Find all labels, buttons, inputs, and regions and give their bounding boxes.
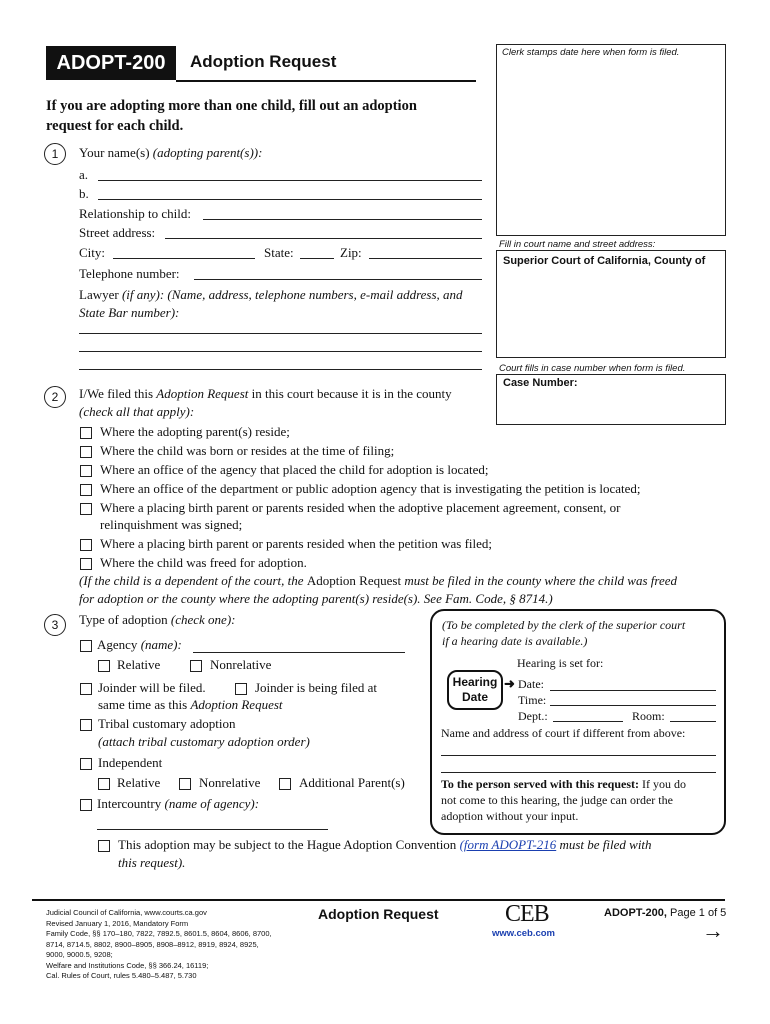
lawyer-field-1[interactable] — [79, 333, 482, 334]
hearing-date-field[interactable] — [550, 690, 716, 691]
relative-label-2: Relative — [117, 775, 161, 790]
tribal-note: (attach tribal customary adoption order) — [98, 734, 310, 749]
lawyer-field-3[interactable] — [79, 369, 482, 370]
section-1-title: Your name(s) (adopting parent(s)): — [79, 145, 263, 160]
section-3-title: Type of adoption (check one): — [79, 612, 236, 627]
form-title: Adoption Request — [190, 52, 337, 71]
agency-nonrelative-checkbox[interactable] — [190, 660, 202, 672]
tribal-label: Tribal customary adoption — [98, 716, 236, 731]
court-note: Fill in court name and street address: — [499, 239, 656, 250]
joinder-cont: same time as this Adoption Request — [98, 697, 283, 712]
additional-parent-label: Additional Parent(s) — [299, 775, 405, 790]
name-b-label: b. — [79, 186, 89, 201]
agency-name-field[interactable] — [193, 652, 405, 653]
petition-filed-checkbox[interactable] — [80, 539, 92, 551]
time-label: Time: — [518, 693, 547, 707]
section-2-check-note: (check all that apply): — [79, 404, 195, 419]
form-code-badge — [46, 46, 176, 80]
freed-checkbox[interactable] — [80, 558, 92, 570]
additional-parent-checkbox[interactable] — [279, 778, 291, 790]
option-label: Where a placing birth parent or parents resided when the petition was filed; — [100, 536, 493, 551]
joinder-filed-label: Joinder will be filed. — [98, 680, 206, 695]
tribal-checkbox[interactable] — [80, 719, 92, 731]
instruction: If you are adopting more than one child, fill out an adoption request for each child. — [46, 98, 417, 134]
footer-rule — [32, 899, 725, 901]
joinder-being-label: Joinder is being filed at — [255, 680, 378, 695]
lawyer-label: Lawyer (if any): (Name, address, telephone numbers, e-mail address, and State Bar number): — [79, 287, 463, 320]
footer-line: 8714, 8714.5, 8802, 8900–8905, 8908–8912, 8919, 8924, 8925, — [46, 939, 259, 949]
lawyer-field-2[interactable] — [79, 351, 482, 352]
street-label: Street address: — [79, 225, 156, 240]
agency-relative-checkbox[interactable] — [98, 660, 110, 672]
footer-line: Welfare and Institutions Code, §§ 366.24, 16119; — [46, 960, 209, 970]
independent-relative-checkbox[interactable] — [98, 778, 110, 790]
option-label: Where the adopting parent(s) reside; — [100, 424, 290, 439]
dependent-note-2: for adoption or the county where the adopting parent(s) reside(s). See Fam. Code, § 8714.) — [79, 591, 553, 606]
hearing-set-for: Hearing is set for: — [517, 656, 604, 670]
served-notice: To the person served with this request: If you do not come to this hearing, the judge can order the adoption without your input. — [441, 777, 687, 823]
agency-label: Agency (name): — [97, 637, 182, 652]
form-code: ADOPT-200 — [56, 52, 166, 74]
hearing-note: (To be completed by the clerk of the superior court if a hearing date is available.) — [442, 618, 686, 648]
intercountry-agency-field[interactable] — [97, 829, 328, 830]
section-3-number: 3 — [44, 614, 66, 636]
footer-line: Revised January 1, 2016, Mandatory Form — [46, 918, 189, 928]
hearing-date-badge: Hearing Date — [447, 670, 503, 710]
department-office-checkbox[interactable] — [80, 484, 92, 496]
option-label: Where the child was freed for adoption. — [100, 555, 307, 570]
relationship-field[interactable] — [203, 219, 482, 220]
option-label: Where an office of the department or public adoption agency that is investigating the petition is located; — [100, 481, 641, 496]
option-label: Where the child was born or resides at the time of filing; — [100, 443, 395, 458]
state-field[interactable] — [300, 258, 334, 259]
joinder-being-checkbox[interactable] — [235, 683, 247, 695]
option-label: Where an office of the agency that placed the child for adoption is located; — [100, 462, 489, 477]
clerk-stamp-box — [496, 44, 726, 236]
phone-field[interactable] — [194, 279, 482, 280]
name-a-field[interactable] — [98, 180, 482, 181]
state-label: State: — [264, 245, 294, 260]
agency-checkbox[interactable] — [80, 640, 92, 652]
court-name: Superior Court of California, County of — [503, 255, 706, 267]
name-a-label: a. — [79, 167, 89, 182]
option-label: Where a placing birth parent or parents resided when the adoptive placement agreement, consent, or — [100, 500, 621, 515]
dept-label: Dept.: — [518, 709, 548, 723]
name-b-field[interactable] — [98, 199, 482, 200]
room-label: Room: — [632, 709, 665, 723]
hague-form-link[interactable]: (form ADOPT-216 — [459, 837, 557, 852]
city-field[interactable] — [113, 258, 255, 259]
hearing-room-field[interactable] — [670, 721, 716, 722]
court-address-field-1[interactable] — [441, 755, 716, 756]
zip-label: Zip: — [340, 245, 362, 260]
independent-label: Independent — [98, 755, 163, 770]
agency-office-checkbox[interactable] — [80, 465, 92, 477]
reside-checkbox[interactable] — [80, 427, 92, 439]
nonrelative-label-2: Nonrelative — [199, 775, 261, 790]
hearing-dept-field[interactable] — [553, 721, 623, 722]
footer-line: Family Code, §§ 170–180, 7822, 7892.5, 8601.5, 8604, 8606, 8700, — [46, 929, 272, 938]
hague-label: This adoption may be subject to the Hague Adoption Convention (form ADOPT-216 must be filed with this request). — [118, 837, 652, 870]
footer-title: Adoption Request — [318, 906, 439, 922]
footer-line: Judicial Council of California, www.courts.ca.gov — [46, 908, 207, 917]
footer-line: 9000, 9000.5, 9208; — [46, 950, 113, 959]
relationship-label: Relationship to child: — [79, 206, 191, 221]
dependent-note: (If the child is a dependent of the court, the Adoption Request must be filed in the county where the child was freed — [79, 573, 678, 588]
nonrelative-label: Nonrelative — [210, 657, 272, 672]
born-checkbox[interactable] — [80, 446, 92, 458]
independent-checkbox[interactable] — [80, 758, 92, 770]
intercountry-checkbox[interactable] — [80, 799, 92, 811]
next-page-arrow-icon[interactable]: → — [702, 918, 724, 943]
section-2-number: 2 — [44, 386, 66, 408]
placement-agreement-checkbox[interactable] — [80, 503, 92, 515]
hearing-time-field[interactable] — [550, 705, 716, 706]
ceb-url[interactable]: www.ceb.com — [492, 928, 555, 939]
joinder-filed-checkbox[interactable] — [80, 683, 92, 695]
arrow-right-icon: ➜ — [504, 676, 515, 691]
section-2-intro: I/We filed this Adoption Request in this court because it is in the county — [79, 386, 452, 401]
relative-label: Relative — [117, 657, 161, 672]
street-field[interactable] — [165, 238, 482, 239]
date-label: Date: — [518, 677, 544, 691]
court-address-field-2[interactable] — [441, 772, 716, 773]
court-address-label: Name and address of court if different from above: — [441, 726, 686, 740]
intercountry-label: Intercountry (name of agency): — [97, 796, 260, 811]
header-rule — [176, 80, 476, 82]
independent-nonrelative-checkbox[interactable] — [179, 778, 191, 790]
section-1-number: 1 — [44, 143, 66, 165]
zip-field[interactable] — [369, 258, 482, 259]
page-indicator: ADOPT-200, Page 1 of 5 — [604, 907, 727, 919]
phone-label: Telephone number: — [79, 266, 180, 281]
option-label-cont: relinquishment was signed; — [100, 517, 243, 532]
footer-legal — [46, 908, 272, 982]
footer-line: Cal. Rules of Court, rules 5.480–5.487, 5.730 — [46, 971, 197, 980]
city-label: City: — [79, 245, 106, 260]
case-label: Case Number: — [503, 377, 578, 389]
case-note: Court fills in case number when form is filed. — [499, 363, 686, 374]
clerk-stamp-note: Clerk stamps date here when form is filed. — [502, 47, 680, 58]
hague-checkbox[interactable] — [98, 840, 110, 852]
ceb-logo: CEB — [505, 901, 549, 927]
